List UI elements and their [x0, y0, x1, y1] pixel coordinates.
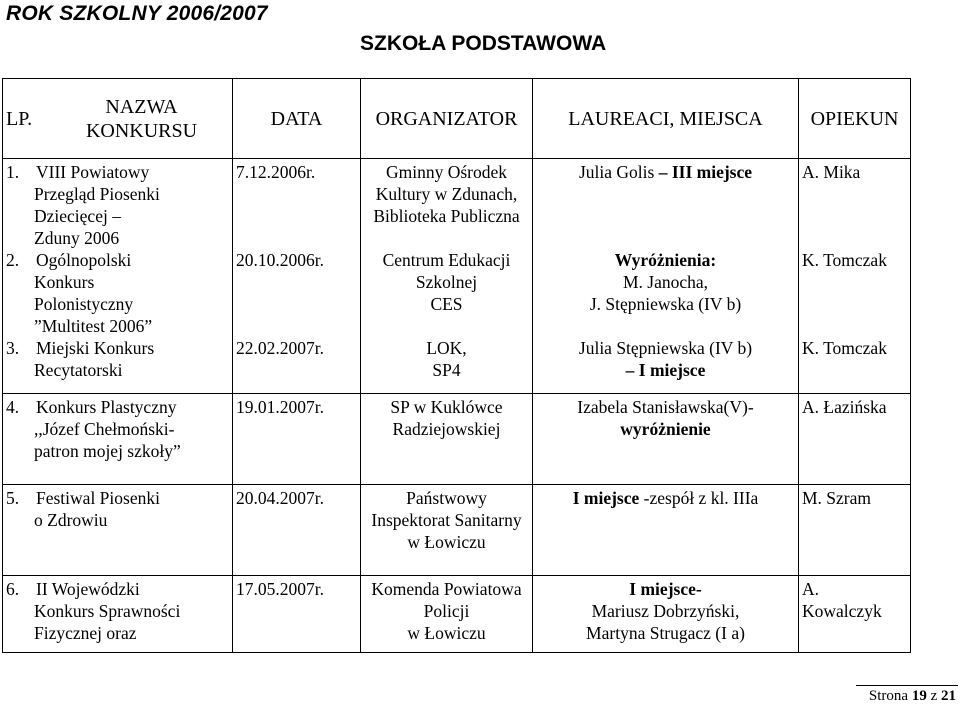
organizer-text: SP w Kuklówce	[390, 397, 503, 417]
winner-name: -zespół z kl. IIIa	[639, 488, 759, 508]
col-header-lp-name	[3, 79, 233, 159]
tutor-name: M. Szram	[799, 485, 911, 576]
tutor-name: K. Tomczak	[802, 250, 887, 270]
contest-name: patron mojej szkoły”	[34, 441, 181, 461]
table-row	[3, 485, 911, 576]
winner-place: – I miejsce	[625, 360, 706, 380]
tutor-name: A. Mika	[802, 162, 861, 182]
winner-place: I miejsce-	[629, 579, 702, 599]
winner-place: wyróżnienie	[620, 419, 711, 439]
cell-tutor-group	[799, 159, 911, 394]
contest-name: ”Multitest 2006”	[34, 316, 153, 336]
cell-organizer-group	[361, 159, 533, 394]
col-header-tutor: OPIEKUN	[799, 79, 911, 159]
winner-name: Julia Golis	[578, 162, 659, 182]
contest-name: Zduny 2006	[34, 228, 120, 248]
col-header-name	[54, 95, 229, 143]
contest-name: Miejski Konkurs	[36, 338, 155, 358]
cell-winners	[533, 576, 799, 653]
footer-divider	[856, 685, 958, 686]
document-header: ROK SZKOLNY 2006/2007	[6, 2, 268, 25]
winner-place: – III miejsce	[658, 162, 753, 182]
contest-name: Konkurs	[34, 272, 95, 292]
table-header-row	[3, 79, 911, 159]
col-header-lp: LP.	[6, 107, 33, 130]
winner-name: M. Janocha,	[622, 272, 709, 292]
row-number: 5.	[6, 488, 20, 508]
cell-name	[3, 576, 233, 653]
winner-place: I miejsce	[572, 488, 640, 508]
row-number: 4.	[6, 397, 20, 417]
cell-name	[3, 394, 233, 485]
contest-table	[2, 78, 911, 653]
organizer-text: Gminny Ośrodek	[385, 162, 508, 182]
organizer-text: Szkolnej	[415, 272, 478, 292]
tutor-name: A.	[802, 579, 820, 599]
contest-name: II Wojewódzki	[36, 579, 140, 599]
row-number: 3.	[6, 338, 20, 358]
contest-name: Polonistyczny	[34, 294, 134, 314]
col-header-organizer: ORGANIZATOR	[361, 79, 533, 159]
organizer-text: Państwowy	[406, 488, 487, 508]
col-header-name-line1: NAZWA	[105, 95, 178, 118]
footer-page-total: 21	[941, 688, 956, 704]
school-title: SZKOŁA PODSTAWOWA	[360, 32, 607, 55]
row-number: 2.	[6, 250, 20, 270]
organizer-text: Kultury w Zdunach,	[375, 184, 518, 204]
winner-name: Martyna Strugacz (I a)	[586, 623, 745, 643]
organizer-text: Policji	[423, 601, 470, 621]
contest-name: o Zdrowiu	[34, 510, 108, 530]
row-number: 1.	[6, 162, 20, 182]
row-number: 6.	[6, 579, 20, 599]
table-row	[3, 159, 911, 394]
organizer-text: Biblioteka Publiczna	[373, 206, 520, 226]
page-footer	[869, 688, 956, 705]
cell-date-group	[233, 159, 361, 394]
contest-date: 20.10.2006r.	[236, 250, 324, 270]
contest-name: Konkurs Plastyczny	[36, 397, 177, 417]
winner-name: Izabela Stanisławska(V)-	[577, 397, 754, 417]
winner-label: Wyróżnienia:	[614, 250, 717, 270]
cell-winners-group	[533, 159, 799, 394]
contest-name: ,,Józef Chełmoński-	[34, 419, 175, 439]
winner-name: Julia Stępniewska (IV b)	[578, 338, 753, 358]
winner-name: Mariusz Dobrzyński,	[591, 601, 740, 621]
organizer-text: Komenda Powiatowa	[371, 579, 522, 599]
organizer-text: LOK,	[426, 338, 467, 358]
contest-name: VIII Powiatowy	[36, 162, 150, 182]
winner-name: J. Stępniewska (IV b)	[589, 294, 742, 314]
tutor-name: A. Łazińska	[799, 394, 911, 485]
col-header-name-line2: KONKURSU	[85, 119, 198, 142]
contest-date: 22.02.2007r.	[236, 338, 324, 358]
cell-tutor	[799, 576, 911, 653]
cell-winners	[533, 394, 799, 485]
contest-date: 17.05.2007r.	[233, 576, 361, 653]
contest-date: 20.04.2007r.	[233, 485, 361, 576]
organizer-text: Radziejowskiej	[392, 419, 501, 439]
organizer-text: Centrum Edukacji	[382, 250, 511, 270]
contest-date: 7.12.2006r.	[236, 162, 316, 182]
contest-name: Fizycznej oraz	[34, 623, 137, 643]
col-header-winners: LAUREACI, MIEJSCA	[533, 79, 799, 159]
table-row	[3, 394, 911, 485]
cell-winners	[533, 485, 799, 576]
col-header-date: DATA	[233, 79, 361, 159]
cell-organizer	[361, 485, 533, 576]
contest-date: 19.01.2007r.	[233, 394, 361, 485]
footer-label: Strona	[868, 688, 912, 704]
cell-name	[3, 485, 233, 576]
organizer-text: CES	[430, 294, 463, 314]
cell-organizer	[361, 576, 533, 653]
tutor-name: Kowalczyk	[802, 601, 882, 621]
contest-name: Dziecięcej –	[34, 206, 121, 226]
organizer-text: w Łowiczu	[407, 532, 486, 552]
contest-name: Festiwal Piosenki	[36, 488, 160, 508]
organizer-text: SP4	[432, 360, 461, 380]
organizer-text: w Łowiczu	[407, 623, 486, 643]
contest-name: Konkurs Sprawności	[34, 601, 181, 621]
contest-name: Przegląd Piosenki	[34, 184, 160, 204]
cell-name-group	[3, 159, 233, 394]
contest-name: Recytatorski	[34, 360, 123, 380]
footer-page-number: 19	[911, 688, 927, 704]
organizer-text: Inspektorat Sanitarny	[371, 510, 522, 530]
table-row	[3, 576, 911, 653]
cell-organizer	[361, 394, 533, 485]
tutor-name: K. Tomczak	[802, 338, 887, 358]
footer-separator: z	[926, 688, 941, 704]
contest-name: Ogólnopolski	[36, 250, 132, 270]
